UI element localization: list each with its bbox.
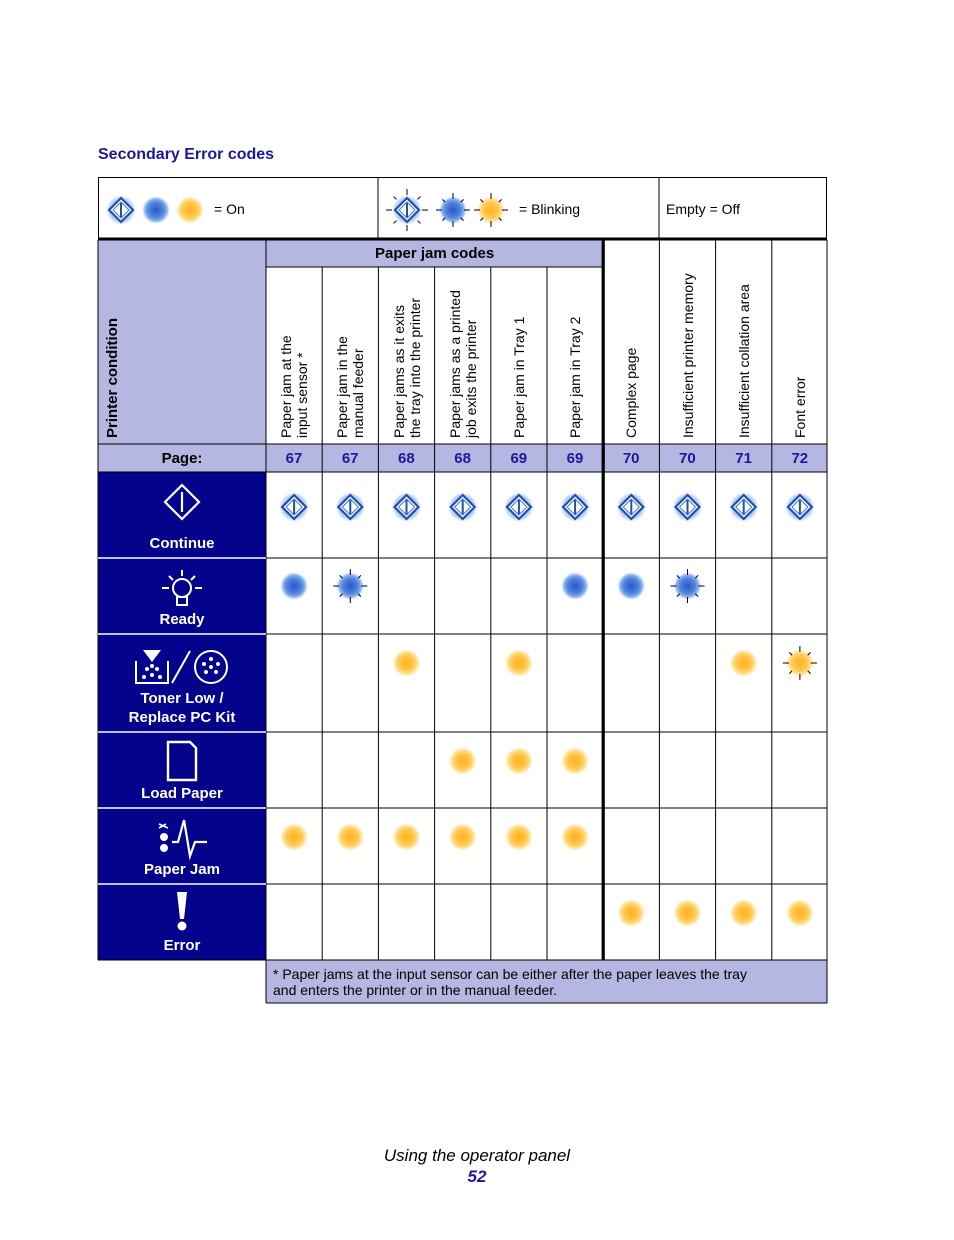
condition-header-cell: [98, 240, 266, 444]
column-label-2: [334, 336, 366, 438]
page-number-10: 72: [791, 450, 809, 467]
section-title: Secondary Error codes: [98, 146, 275, 163]
column-label-line: the tray into the printer: [406, 297, 423, 438]
paper-jam-light-col1: [280, 823, 308, 851]
continue-light-col10: [785, 492, 815, 522]
row-label-ready: [98, 610, 266, 629]
legend-on-label: = On: [214, 201, 245, 217]
column-label-3: [391, 298, 423, 438]
continue-light-col2: [335, 492, 365, 522]
row-label-error: [98, 936, 266, 955]
column-label-line: Paper jam in Tray 1: [510, 316, 527, 438]
footnote-line: and enters the printer or in the manual feeder.: [273, 982, 558, 998]
column-label-line: manual feeder: [350, 348, 367, 438]
load-paper-light-col5: [505, 747, 533, 775]
page-number-1: 67: [285, 450, 303, 467]
toner-low-light-col5: [505, 649, 533, 677]
paper-jam-light-col3: [393, 823, 421, 851]
continue-light-col5: [504, 492, 534, 522]
legend-continue-on-icon: [106, 195, 136, 225]
column-label-line: Paper jams as a printed: [446, 290, 463, 438]
column-label-4: [447, 290, 479, 438]
legend-yellow-on-icon: [176, 196, 204, 224]
column-label-line: job exits the printer: [462, 319, 479, 438]
row-label-line: Ready: [159, 611, 205, 628]
toner-low-light-col3: [393, 649, 421, 677]
column-label-line: Insufficient printer memory: [679, 273, 696, 438]
continue-light-col8: [673, 492, 703, 522]
column-label-line: Paper jam at the: [278, 335, 295, 438]
legend-off-label: Empty = Off: [666, 201, 741, 217]
column-label-line: Insufficient collation area: [735, 284, 752, 438]
footer-page-number: 52: [467, 1167, 487, 1186]
row-label-line: Paper Jam: [144, 861, 220, 878]
continue-light-col7: [616, 492, 646, 522]
column-label-7: [623, 348, 639, 438]
load-paper-light-col4: [449, 747, 477, 775]
paper-jam-light-col6: [561, 823, 589, 851]
error-light-col7: [617, 899, 645, 927]
continue-light-col6: [560, 492, 590, 522]
column-label-line: input sensor *: [294, 352, 311, 438]
row-label-line: Error: [163, 937, 201, 954]
column-label-5: [511, 317, 527, 438]
continue-light-col1: [279, 492, 309, 522]
continue-light-col4: [448, 492, 478, 522]
column-label-line: Paper jam in the: [334, 336, 351, 438]
column-label-1: [278, 335, 310, 438]
ready-light-col6: [561, 572, 589, 600]
footer-title: Using the operator panel: [383, 1146, 571, 1165]
row-label-line: Replace PC Kit: [128, 709, 236, 726]
row-label-line: Load Paper: [141, 785, 223, 802]
error-light-col10: [786, 899, 814, 927]
page-number-9: 71: [735, 450, 752, 467]
page-number-6: 69: [566, 450, 584, 467]
page-number-7: 70: [622, 450, 640, 467]
ready-light-col7: [617, 572, 645, 600]
row-label-line: Toner Low /: [140, 690, 224, 707]
column-label-10: [792, 377, 808, 438]
continue-light-col9: [729, 492, 759, 522]
column-label-line: Paper jam in Tray 2: [567, 316, 584, 438]
legend-blinking-label: = Blinking: [519, 201, 581, 217]
paper-jam-light-col4: [449, 823, 477, 851]
load-paper-light-col6: [561, 747, 589, 775]
page-number-3: 68: [398, 450, 415, 467]
error-light-col9: [730, 899, 758, 927]
page-number-4: 68: [454, 450, 471, 467]
page-number-8: 70: [679, 450, 696, 467]
group-header: Paper jam codes: [374, 245, 495, 262]
row-label-toner-low: [98, 689, 266, 727]
legend-continue-blink-icon: [392, 195, 422, 225]
ready-light-col1: [280, 572, 308, 600]
column-label-line: Font error: [791, 376, 808, 438]
column-label-8: [680, 273, 696, 438]
toner-low-light-col9: [730, 649, 758, 677]
page-label: Page:: [161, 450, 203, 467]
page-number-2: 67: [341, 450, 359, 467]
column-label-line: Complex page: [623, 347, 640, 438]
row-label-paper-jam: [98, 860, 266, 879]
column-label-6: [567, 317, 583, 438]
continue-light-col3: [392, 492, 422, 522]
error-light-col8: [674, 899, 702, 927]
row-label-line: Continue: [149, 535, 215, 552]
row-label-continue: [98, 534, 266, 553]
footnote: [273, 966, 747, 998]
condition-header: Printer condition: [104, 318, 121, 438]
paper-jam-light-col2: [336, 823, 364, 851]
row-label-load-paper: [98, 784, 266, 803]
footnote-line: * Paper jams at the input sensor can be either after the paper leaves the tray: [273, 966, 747, 982]
column-label-line: Paper jams as it exits: [390, 304, 407, 438]
column-label-9: [736, 284, 752, 438]
page-number-5: 69: [510, 450, 528, 467]
paper-jam-light-col5: [505, 823, 533, 851]
legend-blue-on-icon: [142, 196, 170, 224]
